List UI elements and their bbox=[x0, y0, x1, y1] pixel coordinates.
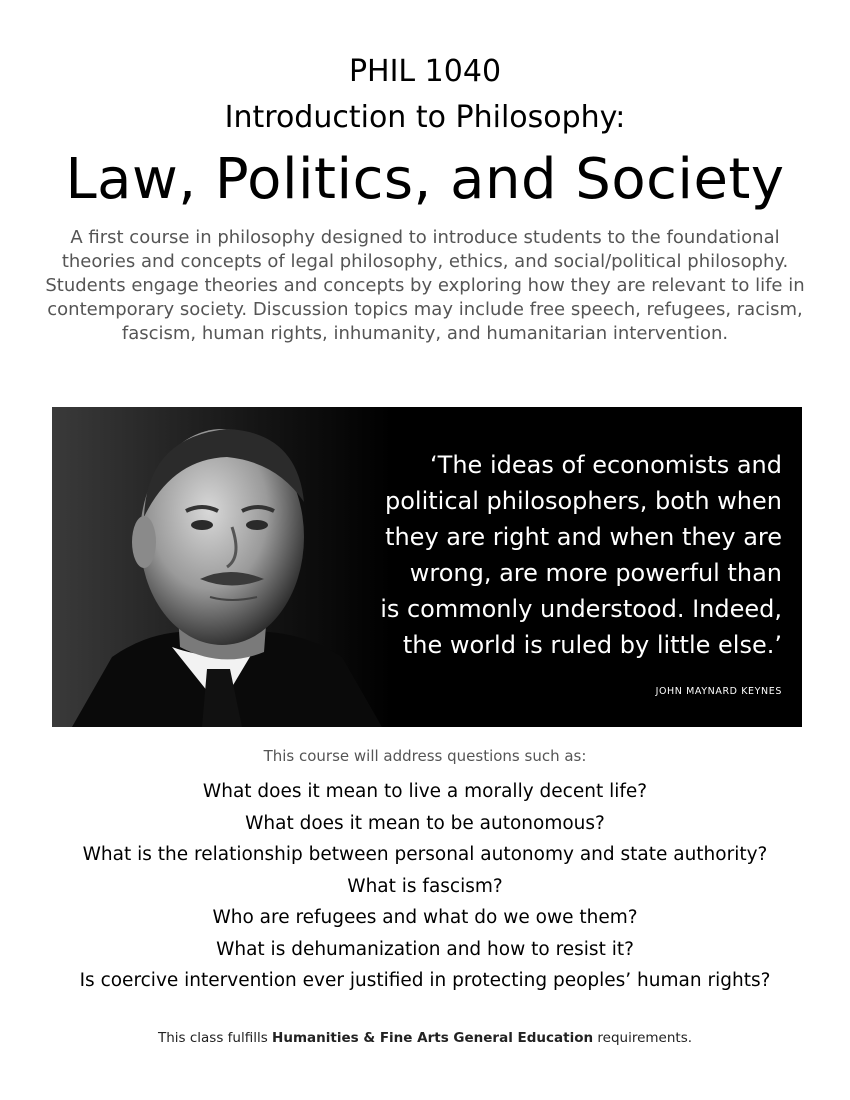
question-item: What does it mean to be autonomous? bbox=[245, 812, 605, 834]
course-description: A first course in philosophy designed to introduce students to the foundational theories and concepts of legal philosophy, ethics, and social/political philosophy. Students engage theories and concepts by exploring how they are relevant to life in contemporary society. Discussion topics may include free speech, refugees, racism, fascism, human rights, inhumanity, and humanitarian intervention. bbox=[45, 227, 805, 344]
question-item: Is coercive intervention ever justified in protecting peoples’ human rights? bbox=[79, 970, 771, 991]
course-subtitle: Introduction to Philosophy: bbox=[224, 100, 626, 135]
question-item: What is fascism? bbox=[347, 875, 503, 897]
quote-text bbox=[362, 447, 782, 663]
questions-intro: This course will address questions such as: bbox=[263, 747, 587, 765]
question-item: What is the relationship between personal autonomy and state authority? bbox=[82, 844, 768, 865]
footer-prefix: This class fulfills bbox=[157, 1030, 273, 1046]
quote-line: they are right and when they are bbox=[385, 523, 782, 551]
quote-line: political philosophers, both when bbox=[384, 487, 782, 515]
quote-line: is commonly understood. Indeed, bbox=[380, 595, 782, 623]
question-item: Who are refugees and what do we owe them? bbox=[212, 907, 638, 928]
question-item: What is dehumanization and how to resist it? bbox=[216, 938, 634, 960]
gen-ed-footer bbox=[0, 1028, 850, 1048]
quote-line: the world is ruled by little else.’ bbox=[402, 631, 782, 659]
quote-author: JOHN MAYNARD KEYNES bbox=[655, 686, 782, 697]
footer-requirement: Humanities & Fine Arts General Education bbox=[272, 1030, 594, 1046]
keynes-portrait-image bbox=[52, 407, 392, 727]
course-code: PHIL 1040 bbox=[348, 54, 502, 89]
footer-suffix: requirements. bbox=[593, 1030, 693, 1046]
question-item: What does it mean to live a morally decent life? bbox=[202, 781, 648, 802]
quote-line: wrong, are more powerful than bbox=[409, 559, 782, 587]
quote-line: ‘The ideas of economists and bbox=[430, 451, 782, 479]
questions-list bbox=[0, 776, 850, 997]
course-title: Law, Politics, and Society bbox=[65, 147, 785, 212]
quote-image bbox=[52, 407, 802, 727]
